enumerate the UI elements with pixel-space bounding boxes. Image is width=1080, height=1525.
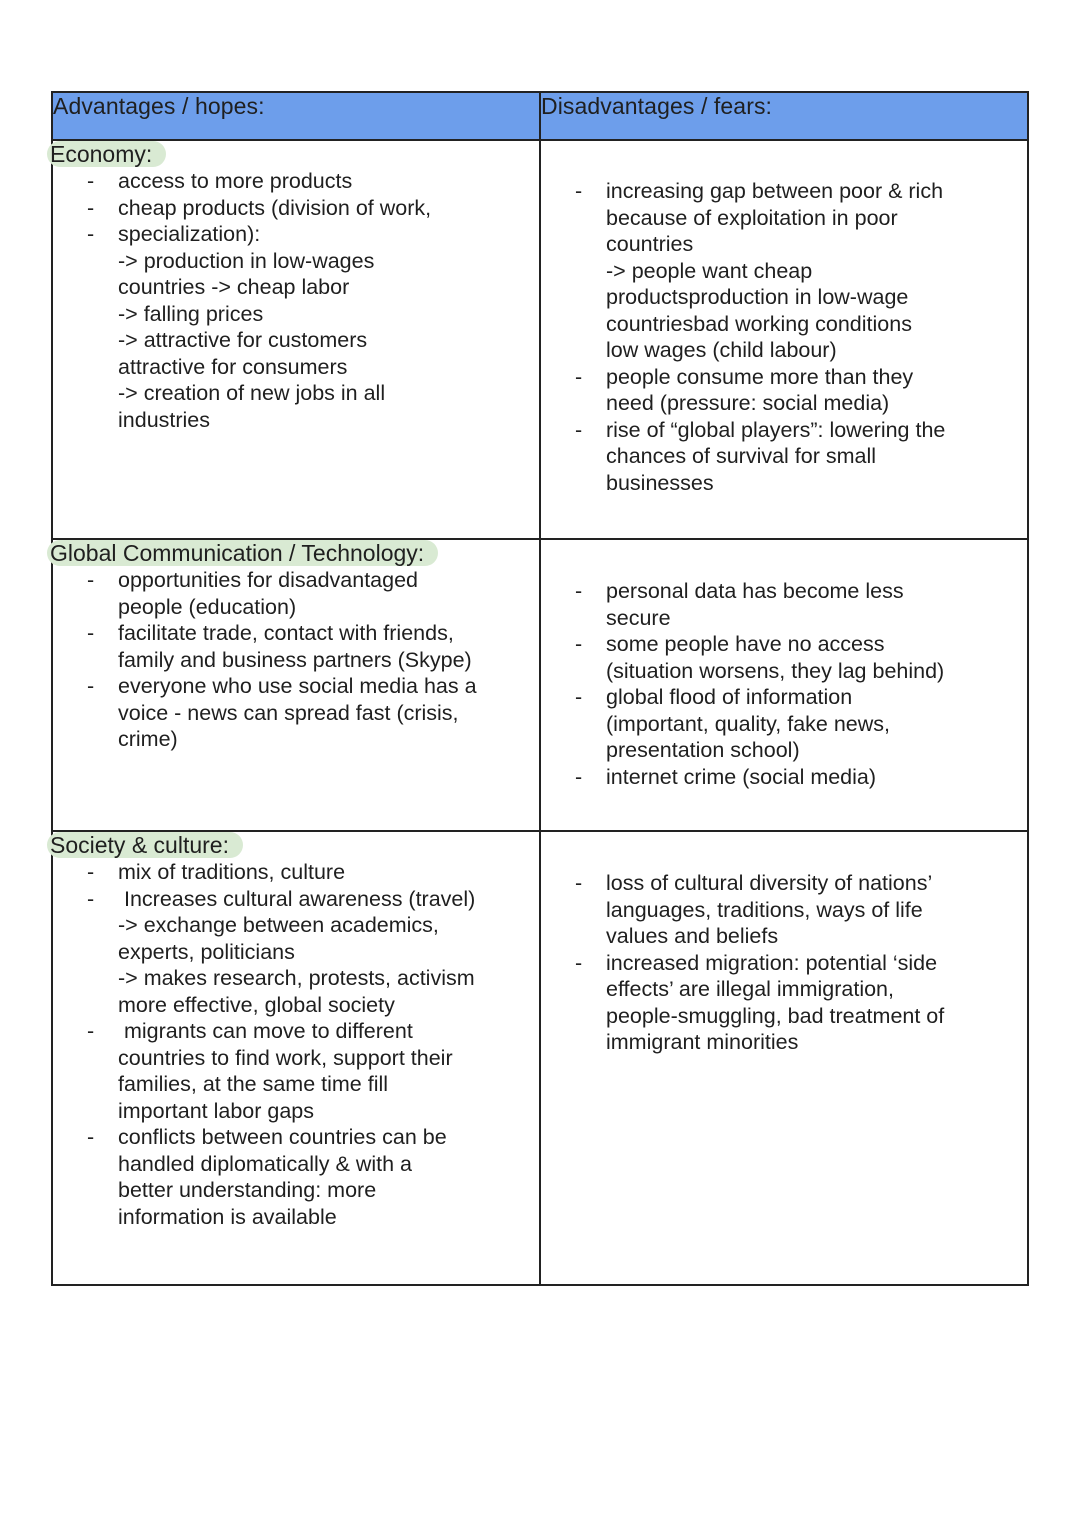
item-line: -> makes research, protests, activism [118, 966, 475, 990]
communication-advantages-cell [52, 539, 540, 831]
item-line: low wages (child labour) [606, 338, 837, 362]
item-line: experts, politicians [118, 939, 295, 964]
item-line: -> attractive for customers [118, 328, 368, 352]
section-title-society: Society & culture: [47, 832, 243, 858]
list-item [53, 168, 539, 195]
item-line: -> production in low-wages [118, 248, 375, 273]
item-line: businesses [606, 470, 714, 495]
item-line: industries [118, 407, 211, 432]
bullet-dash: - [575, 364, 583, 389]
item-line: -> exchange between academics, [118, 913, 439, 937]
item-line: languages, traditions, ways of life [606, 897, 923, 922]
item-line: countries [606, 232, 694, 256]
bullet-dash: - [575, 764, 583, 789]
disadvantages-header: Disadvantages / fears: [540, 92, 1028, 140]
item-line: access to more products [118, 169, 353, 193]
item-line: (situation worsens, they lag behind) [606, 658, 945, 683]
item-line: migrants can move to different [124, 1019, 413, 1043]
section-title-economy: Economy: [47, 141, 166, 167]
item-line: attractive for consumers [118, 354, 348, 379]
list-item [541, 684, 1027, 764]
list-item [53, 1124, 539, 1230]
list-item [53, 620, 539, 673]
list-item [541, 178, 1027, 364]
item-line: internet crime (social media) [606, 764, 877, 789]
item-line: crime) [118, 727, 178, 751]
item-line: increased migration: potential ‘side [606, 950, 938, 975]
item-line: countries to find work, support their [118, 1045, 453, 1070]
item-line: some people have no access [606, 632, 885, 656]
bullet-dash: - [575, 179, 583, 203]
item-line: presentation school) [606, 738, 800, 762]
bullet-dash: - [87, 568, 95, 592]
item-line: (important, quality, fake news, [606, 711, 891, 736]
bullet-dash: - [87, 1125, 95, 1149]
item-line: because of exploitation in poor [606, 205, 898, 230]
bullet-dash: - [87, 860, 95, 884]
item-line: productsproduction in low-wage [606, 285, 909, 309]
bullet-dash: - [87, 222, 95, 246]
list-item [53, 195, 539, 222]
bullet-dash: - [87, 195, 95, 220]
item-line: loss of cultural diversity of nations’ [606, 871, 933, 895]
item-line: facilitate trade, contact with friends, [118, 621, 454, 645]
item-line: effects’ are illegal immigration, [606, 977, 894, 1001]
item-line: rise of “global players”: lowering the [606, 417, 946, 442]
item-line: mix of traditions, culture [118, 860, 346, 884]
bullet-dash: - [87, 1019, 95, 1043]
list-item [541, 764, 1027, 791]
item-line: people (education) [118, 594, 297, 619]
bullet-dash: - [575, 950, 583, 975]
item-line: global flood of information [606, 685, 853, 709]
item-line: better understanding: more [118, 1178, 377, 1202]
bullet-dash: - [87, 169, 95, 193]
list-item [53, 859, 539, 886]
disadvantages-list [541, 578, 1027, 790]
item-line: -> creation of new jobs in all [118, 381, 386, 405]
comparison-table [51, 91, 1029, 1286]
advantages-list [53, 567, 539, 753]
item-line: countries -> cheap labor [118, 275, 350, 299]
list-item [541, 870, 1027, 950]
society-advantages-cell [52, 831, 540, 1285]
item-line: family and business partners (Skype) [118, 647, 472, 672]
bullet-dash: - [575, 579, 583, 603]
item-line: opportunities for disadvantaged [118, 568, 419, 592]
list-item [541, 417, 1027, 497]
item-line: immigrant minorities [606, 1030, 799, 1054]
item-line: cheap products (division of work, [118, 195, 432, 220]
item-line: important labor gaps [118, 1098, 314, 1123]
bullet-dash: - [575, 685, 583, 709]
list-item [53, 221, 539, 433]
item-line: conflicts between countries can be [118, 1125, 447, 1149]
disadvantages-list [541, 178, 1027, 496]
advantages-list [53, 859, 539, 1230]
disadvantages-list [541, 870, 1027, 1056]
list-item [53, 567, 539, 620]
list-item [541, 578, 1027, 631]
item-line: secure [606, 605, 671, 630]
list-item [53, 886, 539, 1019]
item-line: handled diplomatically & with a [118, 1151, 412, 1176]
list-item [53, 1018, 539, 1124]
item-line: -> people want cheap [606, 258, 813, 283]
item-line: everyone who use social media has a [118, 674, 477, 698]
item-line: families, at the same time fill [118, 1072, 389, 1096]
bullet-dash: - [575, 417, 583, 442]
item-line: people consume more than they [606, 364, 914, 389]
item-line: information is available [118, 1204, 337, 1229]
item-line: personal data has become less [606, 579, 904, 603]
advantages-list [53, 168, 539, 433]
item-line: Increases cultural awareness (travel) [124, 886, 476, 911]
economy-advantages-cell [52, 140, 540, 539]
item-line: people-smuggling, bad treatment of [606, 1003, 945, 1028]
item-line: values and beliefs [606, 924, 779, 948]
item-line: specialization): [118, 222, 261, 246]
bullet-dash: - [87, 674, 95, 698]
item-line: need (pressure: social media) [606, 391, 890, 415]
item-line: increasing gap between poor & rich [606, 179, 944, 203]
list-item [541, 631, 1027, 684]
item-line: voice - news can spread fast (crisis, [118, 700, 459, 725]
item-line: countriesbad working conditions [606, 311, 912, 336]
section-title-communication: Global Communication / Technology: [47, 540, 438, 566]
list-item [541, 950, 1027, 1056]
economy-disadvantages-cell [540, 140, 1028, 539]
list-item [53, 673, 539, 753]
bullet-dash: - [575, 871, 583, 895]
society-disadvantages-cell [540, 831, 1028, 1285]
bullet-dash: - [87, 886, 95, 911]
bullet-dash: - [575, 632, 583, 656]
communication-disadvantages-cell [540, 539, 1028, 831]
item-line: -> falling prices [118, 301, 264, 326]
item-line: more effective, global society [118, 992, 395, 1017]
item-line: chances of survival for small [606, 444, 877, 468]
advantages-header: Advantages / hopes: [52, 92, 540, 140]
bullet-dash: - [87, 621, 95, 645]
list-item [541, 364, 1027, 417]
